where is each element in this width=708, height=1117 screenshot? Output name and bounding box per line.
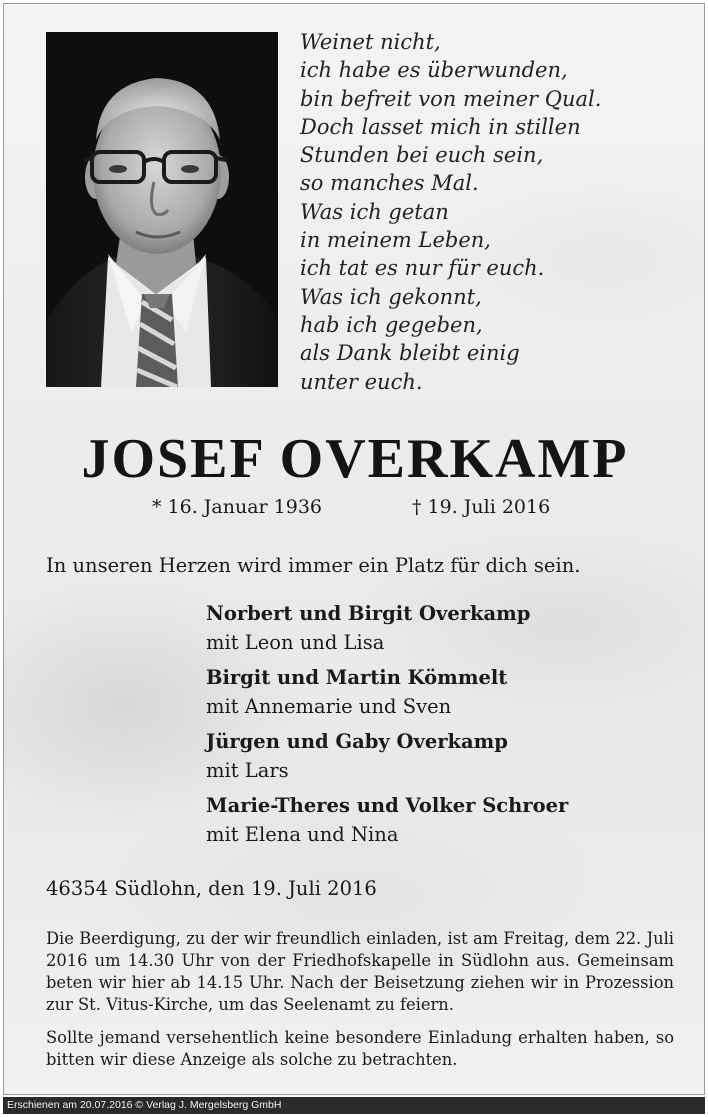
motto: In unseren Herzen wird immer ein Platz für dich sein. (46, 554, 581, 577)
deceased-name: JOSEF OVERKAMP (81, 428, 629, 490)
portrait-photo (46, 32, 278, 387)
poem-line: unter euch. (300, 369, 423, 394)
family-entry (206, 728, 686, 786)
poem-line: ich tat es nur für euch. (300, 256, 545, 281)
poem-line: Was ich getan (300, 199, 449, 224)
poem (300, 28, 680, 396)
family-entry (206, 792, 686, 850)
poem-line: so manches Mal. (300, 171, 479, 196)
life-dates (4, 496, 705, 526)
family-children: mit Leon und Lisa (206, 631, 385, 654)
family-member-names: Birgit und Martin Kömmelt (206, 666, 508, 689)
poem-line: bin befreit von meiner Qual. (300, 86, 602, 111)
place-and-date: 46354 Südlohn, den 19. Juli 2016 (46, 877, 377, 900)
family-children: mit Elena und Nina (206, 823, 399, 846)
poem-line: Doch lasset mich in stillen (300, 114, 581, 139)
portrait-illustration (46, 32, 278, 387)
death-date: † 19. Juli 2016 (412, 496, 551, 518)
family-member-names: Marie-Theres und Volker Schroer (206, 794, 569, 817)
poem-line: Stunden bei euch sein, (300, 143, 544, 168)
family-children: mit Annemarie und Sven (206, 695, 452, 718)
poem-line: Weinet nicht, (300, 30, 441, 54)
birth-date: * 16. Januar 1936 (152, 496, 323, 518)
poem-line: Was ich gekonnt, (300, 284, 482, 309)
family-entry (206, 600, 686, 658)
obituary-card (3, 3, 705, 1095)
family-list (206, 600, 686, 856)
invitation-note: Sollte jemand versehentlich keine besondere Einladung erhalten haben, so bitten wir diese Anzeige als solche zu betrachten. (46, 1028, 674, 1069)
poem-line: ich habe es überwunden, (300, 58, 568, 83)
poem-line: in meinem Leben, (300, 228, 491, 253)
publisher-footer: Erschienen am 20.07.2016 © Verlag J. Mergelsberg GmbH (3, 1097, 705, 1114)
family-member-names: Jürgen und Gaby Overkamp (206, 730, 508, 753)
family-entry (206, 664, 686, 722)
family-member-names: Norbert und Birgit Overkamp (206, 602, 531, 625)
poem-line: hab ich gegeben, (300, 312, 483, 337)
poem-line: als Dank bleibt einig (300, 341, 520, 366)
funeral-notice (46, 928, 674, 1082)
funeral-details: Die Beerdigung, zu der wir freundlich einladen, ist am Freitag, dem 22. Juli 2016 um 14.30 Uhr von der Friedhofskapelle in Südlohn aus. Gemeinsam beten wir hier ab 14.15 Uhr. Nach der Beisetzung ziehen wir in Prozession zur St. Vitus-Kirche, um das Seelenamt zu feiern. (46, 929, 674, 1014)
family-children: mit Lars (206, 759, 289, 782)
